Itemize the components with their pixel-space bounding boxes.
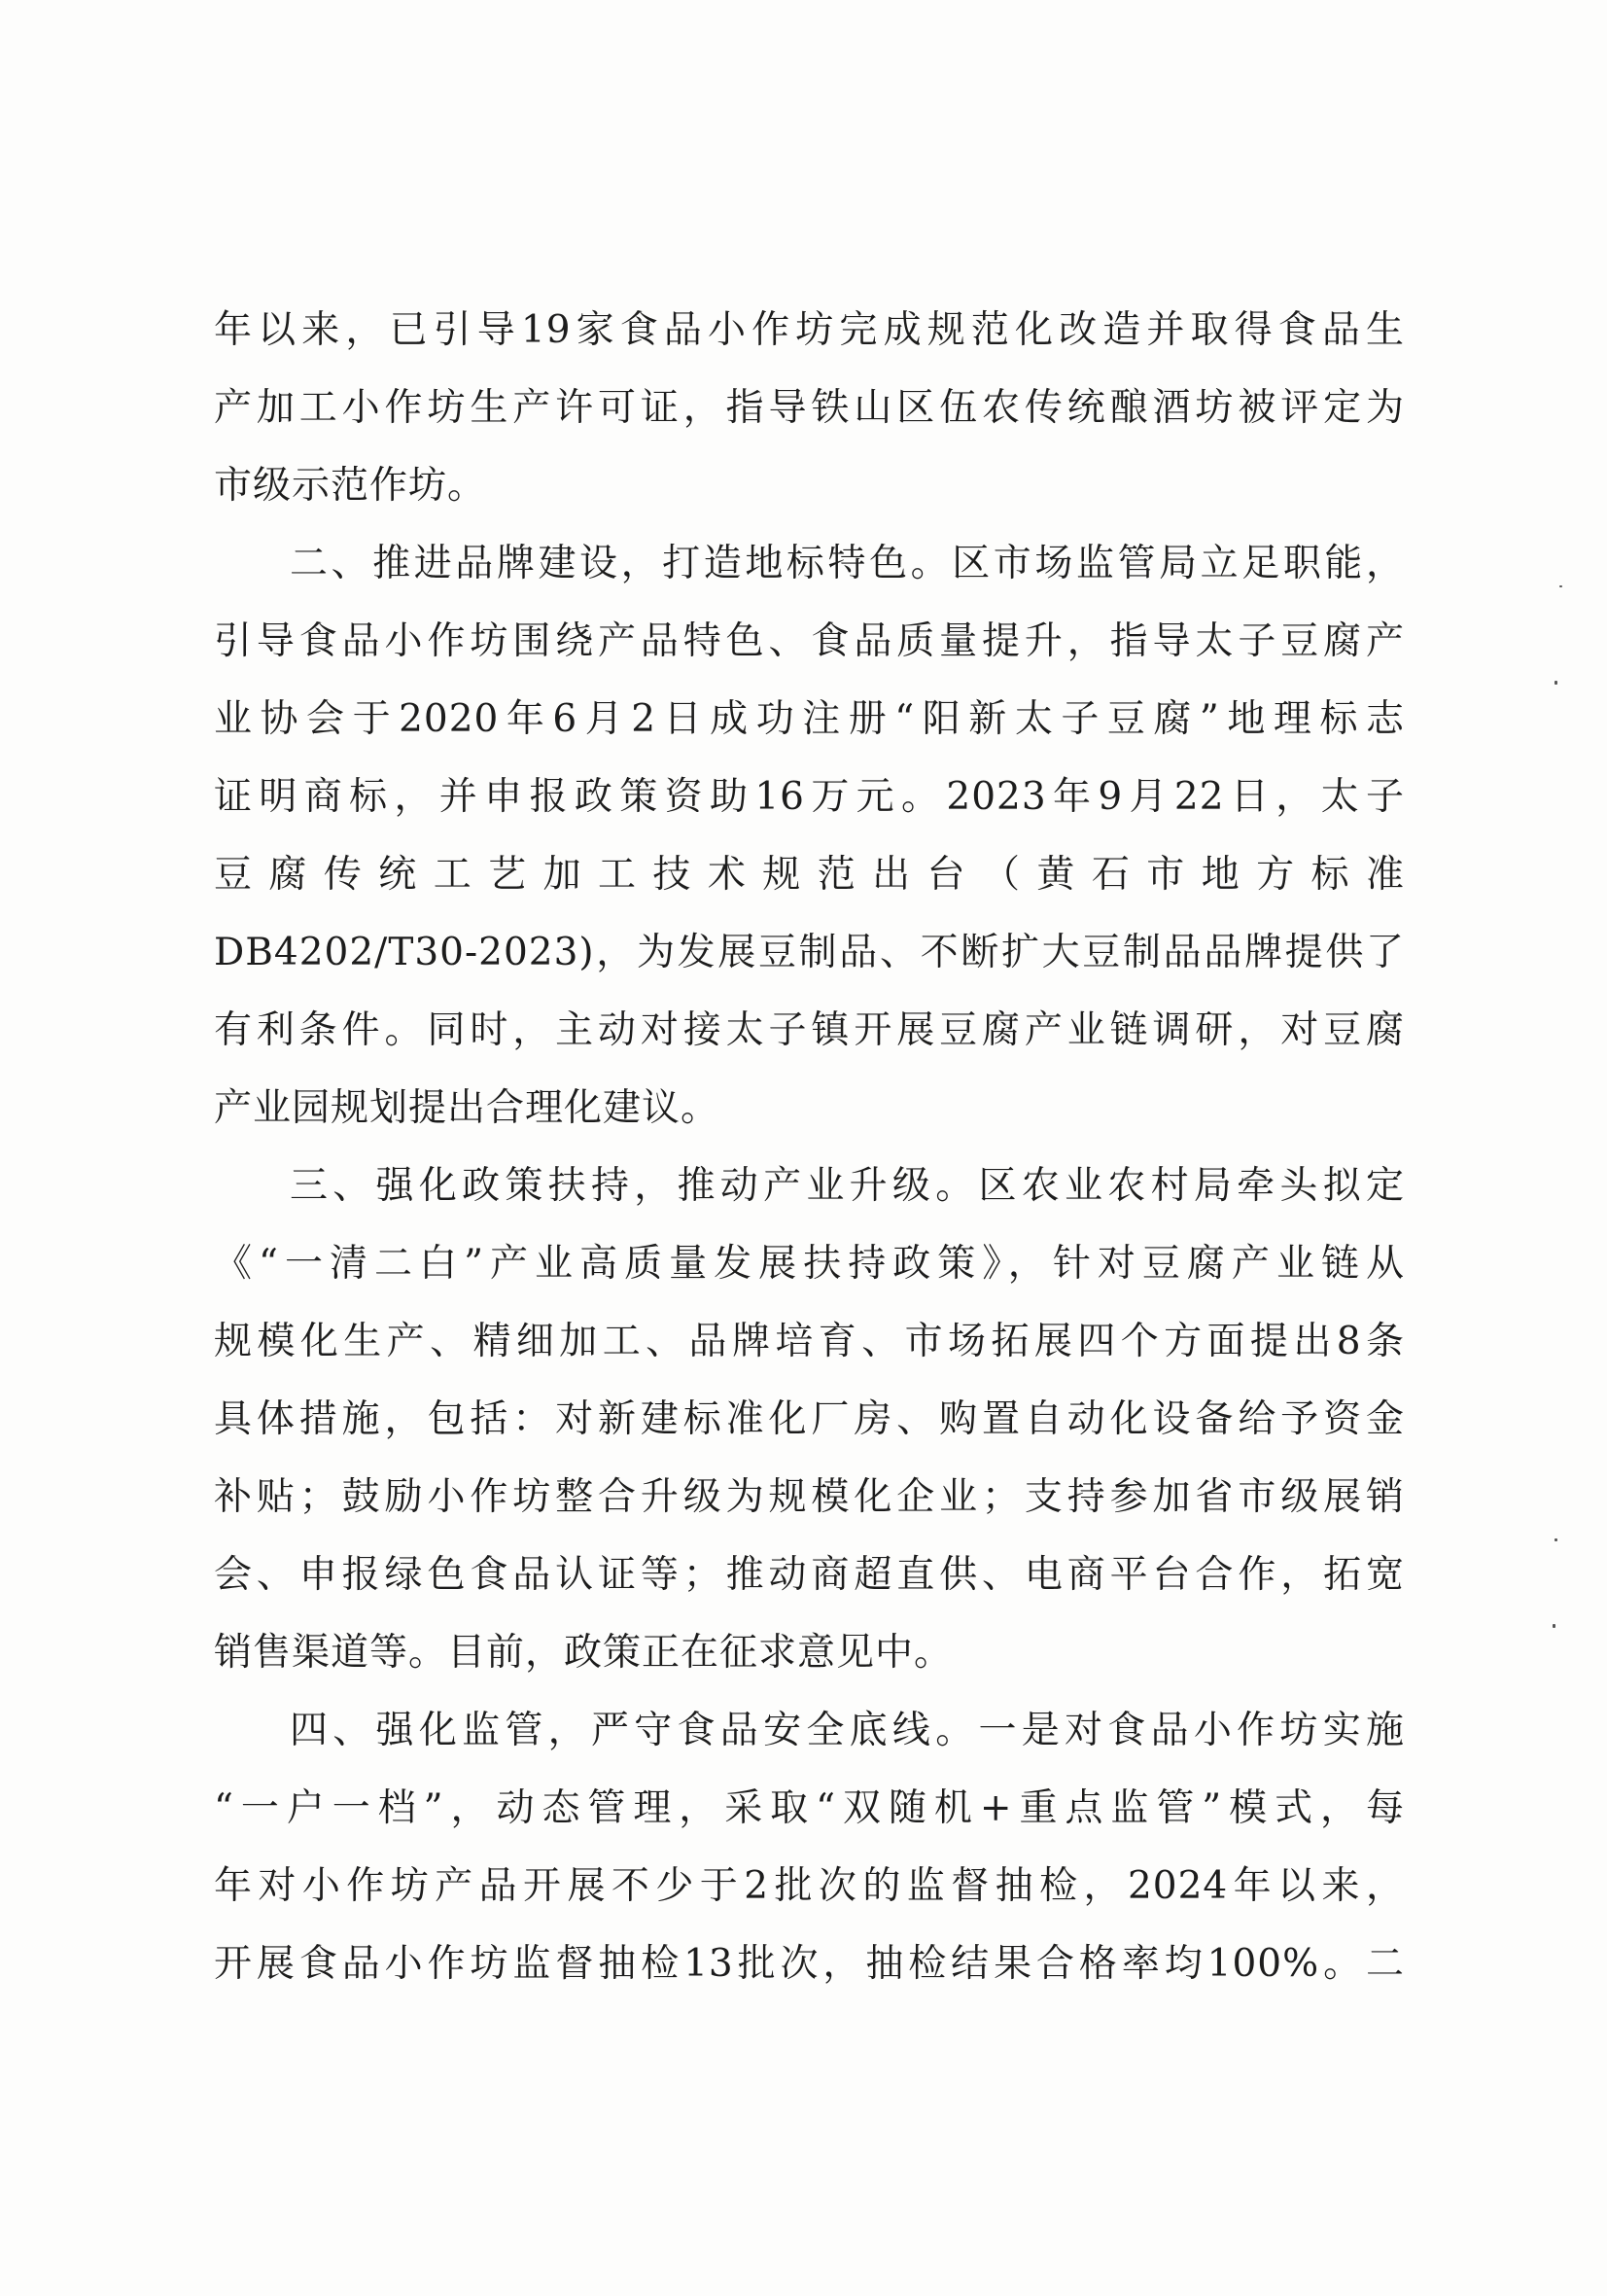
text-line: DB4202/T30-2023)，为发展豆制品、不断扩大豆制品品牌提供了 — [214, 931, 1405, 974]
scan-speck — [1553, 1624, 1555, 1628]
text-line: 证明商标，并申报政策资助16万元。2023年9月22日，太子 — [214, 775, 1405, 819]
text-line: 产业园规划提出合理化建议。 — [214, 1086, 720, 1130]
text-line: 市级示范作坊。 — [214, 464, 487, 508]
text-line: 规模化生产、精细加工、品牌培育、市场拓展四个方面提出8条 — [214, 1320, 1405, 1363]
text-line: 引导食品小作坊围绕产品特色、食品质量提升，指导太子豆腐产 — [214, 619, 1405, 663]
text-line: 年对小作坊产品开展不少于2批次的监督抽检，2024年以来， — [214, 1864, 1405, 1908]
text-line: 补贴；鼓励小作坊整合升级为规模化企业；支持参加省市级展销 — [214, 1475, 1405, 1519]
text-line: 年以来，已引导19家食品小作坊完成规范化改造并取得食品生 — [214, 308, 1405, 352]
text-line: 有利条件。同时，主动对接太子镇开展豆腐产业链调研，对豆腐 — [214, 1008, 1405, 1052]
text-line: 会、申报绿色食品认证等；推动商超直供、电商平台合作，拓宽 — [214, 1553, 1405, 1597]
text-line: 开展食品小作坊监督抽检13批次，抽检结果合格率均100%。二 — [214, 1942, 1405, 1986]
scan-speck — [1559, 585, 1562, 587]
scan-speck — [1555, 1538, 1557, 1541]
text-line: “一户一档”，动态管理，采取“双随机+重点监管”模式，每 — [214, 1786, 1405, 1830]
text-line: 豆腐传统工艺加工技术规范出台（黄石市地方标准 — [214, 853, 1405, 897]
text-line: 具体措施，包括：对新建标准化厂房、购置自动化设备给予资金 — [214, 1397, 1405, 1441]
scan-speck — [1555, 681, 1557, 685]
paragraph-heading-line: 四、强化监管，严守食品安全底线。一是对食品小作坊实施 — [290, 1709, 1405, 1752]
text-line: 业协会于2020年6月2日成功注册“阳新太子豆腐”地理标志 — [214, 697, 1405, 741]
paragraph-heading-line: 二、推进品牌建设，打造地标特色。区市场监管局立足职能， — [290, 542, 1405, 585]
text-line: 销售渠道等。目前，政策正在征求意见中。 — [214, 1631, 954, 1675]
text-line: 《“一清二白”产业高质量发展扶持政策》，针对豆腐产业链从 — [214, 1242, 1405, 1286]
text-line: 产加工小作坊生产许可证，指导铁山区伍农传统酿酒坊被评定为 — [214, 386, 1405, 430]
paragraph-heading-line: 三、强化政策扶持，推动产业升级。区农业农村局牵头拟定 — [290, 1164, 1405, 1208]
